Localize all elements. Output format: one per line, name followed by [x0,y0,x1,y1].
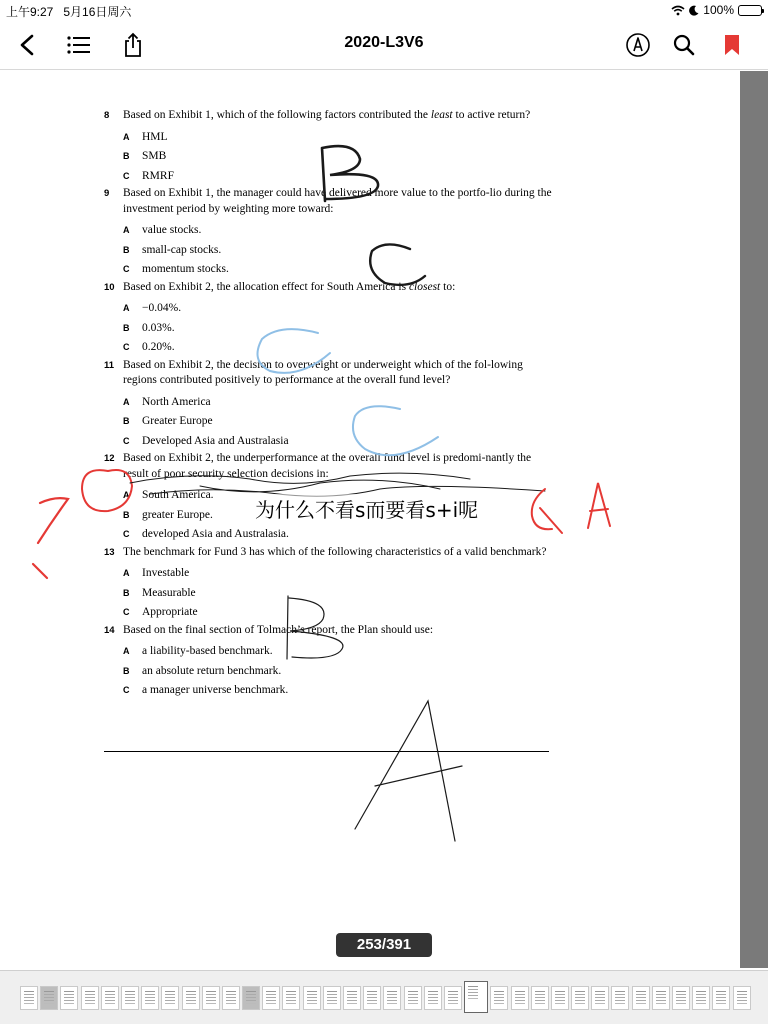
question-text-emphasis: closest [408,280,441,293]
battery-icon [738,5,762,16]
answer-option [104,642,554,662]
page-thumbnail[interactable] [611,986,629,1010]
question-number: 13 [104,546,115,558]
page-thumbnail[interactable] [343,986,361,1010]
answer-option [104,128,554,148]
option-letter: B [123,587,130,598]
option-letter: A [123,396,130,407]
page-thumbnail[interactable] [490,986,508,1010]
question-number: 8 [104,110,110,121]
status-date: 5月16日周六 [63,5,132,19]
question-number: 10 [104,281,115,293]
option-text: an absolute return benchmark. [142,664,282,677]
page-thumbnail[interactable] [632,986,650,1010]
option-text: Appropriate [142,606,198,618]
thumbnail-list [20,986,751,1013]
ink-number-7 [38,498,68,543]
option-text: value stocks. [142,224,202,236]
question-block [104,623,554,701]
question-block [104,108,554,186]
page-thumbnail[interactable] [20,986,38,1010]
page-thumbnail[interactable] [282,986,300,1010]
option-letter: B [123,416,130,426]
option-text: South America. [142,489,214,501]
page-thumbnail[interactable] [363,986,381,1010]
question-stem [104,186,554,217]
option-letter: A [123,225,130,235]
page-thumbnail[interactable] [712,986,730,1010]
search-button[interactable] [667,28,701,62]
ink-letter-a-q14 [355,701,462,841]
answer-option [104,260,554,280]
answer-option [104,319,554,339]
option-letter: A [123,490,130,500]
page-thumbnail[interactable] [262,986,280,1010]
option-text: developed Asia and Australasia. [142,528,289,540]
page-thumbnail[interactable] [60,986,78,1010]
question-text: Based on Exhibit 2, the underperformance at the overall fund level is predomi-nantly the result of poor security selection decisions in: [123,452,532,480]
option-text: small-cap stocks. [142,243,222,256]
option-letter: B [123,665,130,676]
status-right [671,3,762,17]
option-text: Investable [142,567,190,579]
page-thumbnail[interactable] [303,986,321,1010]
option-text: Measurable [142,586,196,599]
page-thumbnail[interactable] [652,986,670,1010]
option-letter: A [123,303,130,313]
option-text: HML [142,130,168,143]
question-stem [104,623,554,639]
bookmark-icon [724,34,740,56]
question-number: 11 [104,359,115,371]
page-thumbnail[interactable] [121,986,139,1010]
option-letter: C [123,170,130,181]
option-text: greater Europe. [142,508,213,521]
page-thumbnail[interactable] [733,986,751,1010]
option-text: North America [142,395,211,408]
annotation-comment: 为什么不看s而要看s+i呢 [255,494,478,523]
answer-option [104,525,554,545]
answer-option [104,681,554,701]
page-thumbnail[interactable] [672,986,690,1010]
question-text: Based on Exhibit 2, the allocation effect for South America is [123,280,409,293]
option-letter: C [123,342,130,352]
answer-option [104,412,554,432]
answer-option [104,221,554,241]
wifi-icon [671,5,685,16]
document-title: 2020-L3V6 [344,34,424,51]
page-thumbnail[interactable] [531,986,549,1010]
page-thumbnail[interactable] [444,986,462,1010]
page-counter: 253/391 [336,933,432,957]
question-text-emphasis: least [430,109,453,121]
answer-option [104,564,554,584]
question-number: 14 [104,624,115,636]
option-text: 0.03%. [142,321,175,334]
status-time-date [6,3,131,20]
option-letter: C [123,607,130,617]
option-text: −0.04%. [142,302,182,314]
question-text: Based on Exhibit 1, which of the following factors contributed the [123,109,431,121]
status-bar [0,0,768,20]
question-stem [104,108,554,124]
question-stem [104,358,554,389]
page-thumbnail[interactable] [222,986,240,1010]
page-thumbnail[interactable] [511,986,529,1010]
option-letter: B [123,509,130,520]
question-number: 12 [104,453,115,464]
question-number: 9 [104,188,110,199]
ink-red-tick [33,564,47,578]
page-thumbnail[interactable] [182,986,200,1010]
question-text: Based on the final section of Tolmach’s report, the Plan should use: [123,623,434,636]
page-thumbnail[interactable] [571,986,589,1010]
option-letter: B [123,322,130,333]
answer-option [104,241,554,261]
ink-letter-a-q12 [588,483,610,528]
answer-option [104,603,554,623]
answer-option [104,147,554,167]
thumbnail-current-page[interactable] [464,981,488,1013]
option-letter: A [123,646,130,656]
option-text: Developed Asia and Australasia [142,434,289,447]
thumbnail-strip[interactable] [0,970,768,1024]
page-thumbnail[interactable] [101,986,119,1010]
question-list [104,108,554,701]
page-thumbnail[interactable] [202,986,220,1010]
page-divider-rule [104,751,549,752]
search-icon [673,34,695,56]
option-text: a manager universe benchmark. [142,684,289,696]
page-thumbnail[interactable] [692,986,710,1010]
answer-option [104,662,554,682]
answer-option [104,393,554,413]
page-thumbnail[interactable] [323,986,341,1010]
option-text: 0.20%. [142,341,175,353]
answer-option [104,432,554,452]
question-text: The benchmark for Fund 3 has which of the following characteristics of a valid benchmark? [123,545,547,558]
page-thumbnail[interactable] [141,986,159,1010]
answer-option [104,338,554,358]
page-thumbnail[interactable] [40,986,58,1010]
option-letter: C [123,264,130,274]
question-block [104,545,554,623]
option-text: Greater Europe [142,415,213,427]
question-stem [104,280,554,296]
page-thumbnail[interactable] [161,986,179,1010]
page-thumbnail[interactable] [383,986,401,1010]
battery-percent: 100% [703,3,734,17]
option-letter: B [123,244,130,255]
answer-option [104,167,554,187]
question-block [104,186,554,280]
question-text-end: to: [440,280,456,293]
question-block [104,358,554,452]
page-thumbnail[interactable] [424,986,442,1010]
question-text-end: to active return? [452,109,531,121]
option-text: RMRF [142,169,174,182]
question-stem [104,451,554,482]
status-time: 上午9:27 [6,5,54,19]
bookmark-button[interactable] [715,28,749,62]
option-letter: C [123,529,130,539]
option-letter: C [123,685,130,695]
pdf-page[interactable] [0,71,740,968]
page-margin-gray [740,71,768,968]
answer-option [104,299,554,319]
question-stem [104,545,554,561]
option-letter: B [123,151,130,161]
page-thumbnail[interactable] [404,986,422,1010]
markup-pen-icon [625,32,651,58]
question-block [104,280,554,358]
option-letter: A [123,131,130,142]
nav-bar [0,20,768,70]
option-text: a liability-based benchmark. [142,645,273,657]
page-thumbnail[interactable] [591,986,609,1010]
answer-option [104,584,554,604]
moon-icon [689,5,699,16]
page-thumbnail[interactable] [551,986,569,1010]
option-text: momentum stocks. [142,263,229,275]
page-thumbnail[interactable] [242,986,260,1010]
question-text: Based on Exhibit 1, the manager could have delivered more value to the portfo-lio during the investment period by weighting more toward: [123,187,552,215]
option-letter: A [123,568,130,578]
page-thumbnail[interactable] [81,986,99,1010]
option-letter: C [123,435,130,446]
option-text: SMB [142,150,167,162]
question-text: Based on Exhibit 2, the decision to overweight or underweight which of the fol-lowing regions contributed positively to performance at the overall fund level? [123,358,523,386]
markup-button[interactable] [621,28,655,62]
